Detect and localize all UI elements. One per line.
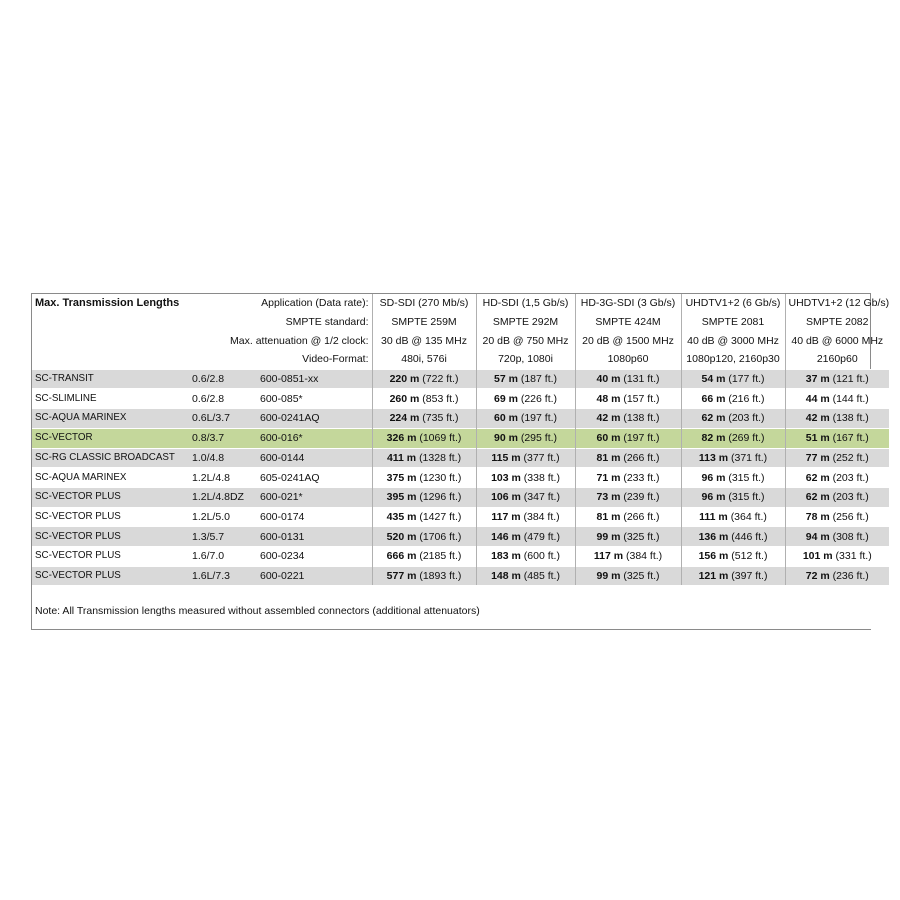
length-feet: (1328 ft.) (419, 451, 462, 464)
col-application: HD-3G-SDI (3 Gb/s) (575, 294, 681, 313)
length-meters: 62 m (701, 412, 726, 425)
length-meters: 60 m (596, 432, 621, 445)
length-cell (681, 409, 785, 429)
header-row-format (32, 350, 889, 369)
length-feet: (236 ft.) (832, 569, 869, 582)
length-meters: 57 m (493, 373, 518, 386)
table-row (32, 389, 889, 409)
cable-size: 1.6L/7.3 (189, 566, 257, 585)
col-attenuation: 20 dB @ 1500 MHz (575, 331, 681, 350)
length-cell (681, 468, 785, 488)
length-meters: 96 m (701, 471, 726, 484)
part-number: 600-0144 (257, 448, 372, 468)
length-cell (372, 409, 476, 429)
length-cell (476, 546, 575, 566)
col-format: 480i, 576i (372, 350, 476, 369)
length-meters: 113 m (698, 451, 729, 464)
part-number: 600-0241AQ (257, 409, 372, 429)
length-meters: 78 m (805, 510, 830, 523)
table-row (32, 409, 889, 429)
length-feet: (187 ft.) (520, 373, 558, 386)
length-feet: (266 ft.) (623, 510, 660, 523)
col-smpte: SMPTE 424M (575, 313, 681, 332)
cable-size: 1.6/7.0 (189, 546, 257, 566)
table-row (32, 546, 889, 566)
length-meters: 117 m (491, 510, 521, 523)
length-meters: 81 m (596, 510, 621, 523)
col-attenuation: 40 dB @ 3000 MHz (681, 331, 785, 350)
col-smpte: SMPTE 292M (476, 313, 575, 332)
length-meters: 260 m (389, 392, 420, 405)
length-meters: 101 m (802, 550, 833, 563)
length-feet: (364 ft.) (730, 510, 767, 523)
length-feet: (203 ft.) (832, 491, 869, 504)
length-meters: 395 m (386, 491, 417, 504)
length-feet: (853 ft.) (422, 392, 459, 405)
length-cell (785, 527, 889, 547)
length-feet: (331 ft.) (835, 550, 872, 563)
part-number: 600-0131 (257, 527, 372, 547)
length-feet: (252 ft.) (832, 451, 869, 464)
length-cell (372, 468, 476, 488)
length-cell (785, 389, 889, 409)
length-cell (785, 448, 889, 468)
length-feet: (266 ft.) (623, 451, 660, 464)
length-feet: (397 ft.) (731, 569, 768, 582)
length-cell (681, 566, 785, 585)
length-cell (372, 448, 476, 468)
length-feet: (216 ft.) (728, 392, 765, 405)
length-cell (372, 546, 476, 566)
table-row (32, 369, 889, 389)
length-cell (476, 566, 575, 585)
cable-size: 0.6L/3.7 (189, 409, 257, 429)
length-meters: 60 m (493, 412, 518, 425)
length-meters: 62 m (805, 491, 830, 504)
cable-size: 0.6/2.8 (189, 369, 257, 389)
cable-name: SC-VECTOR PLUS (32, 546, 189, 566)
length-meters: 96 m (701, 491, 726, 504)
length-feet: (167 ft.) (832, 432, 869, 445)
length-cell (372, 428, 476, 448)
length-meters: 148 m (491, 569, 521, 582)
length-meters: 73 m (596, 491, 621, 504)
length-meters: 54 m (701, 373, 726, 386)
length-cell (372, 527, 476, 547)
length-cell (476, 389, 575, 409)
length-feet: (203 ft.) (728, 412, 765, 425)
cable-name: SC-VECTOR PLUS (32, 527, 189, 547)
cable-size: 0.8/3.7 (189, 428, 257, 448)
col-format: 1080p120, 2160p30 (681, 350, 785, 369)
length-meters: 99 m (596, 569, 621, 582)
length-feet: (384 ft.) (625, 550, 663, 563)
length-cell (785, 468, 889, 488)
length-feet: (1296 ft.) (419, 491, 462, 504)
cable-size: 1.2L/4.8 (189, 468, 257, 488)
length-meters: 42 m (805, 412, 830, 425)
header-label-attenuation: Max. attenuation @ 1/2 clock: (230, 334, 369, 347)
length-cell (681, 448, 785, 468)
table-row (32, 566, 889, 585)
length-feet: (197 ft.) (623, 432, 660, 445)
length-cell (575, 546, 681, 566)
length-feet: (197 ft.) (520, 412, 558, 425)
length-feet: (325 ft.) (623, 530, 660, 543)
length-feet: (269 ft.) (728, 432, 765, 445)
table-note: Note: All Transmission lengths measured without assembled connectors (additional attenuators) (32, 593, 889, 629)
length-meters: 69 m (493, 392, 518, 405)
length-feet: (1427 ft.) (419, 510, 462, 523)
length-cell (681, 369, 785, 389)
length-feet: (226 ft.) (520, 392, 558, 405)
length-meters: 37 m (805, 373, 830, 386)
length-feet: (377 ft.) (523, 451, 560, 464)
length-feet: (138 ft.) (832, 412, 869, 425)
cable-name: SC-TRANSIT (32, 369, 189, 389)
length-feet: (1893 ft.) (419, 569, 462, 582)
length-cell (372, 566, 476, 585)
length-cell (785, 369, 889, 389)
table-row (32, 507, 889, 527)
part-number: 600-0851-xx (257, 369, 372, 389)
length-feet: (144 ft.) (832, 392, 869, 405)
length-meters: 94 m (805, 530, 830, 543)
length-cell (575, 527, 681, 547)
length-cell (476, 409, 575, 429)
col-smpte: SMPTE 259M (372, 313, 476, 332)
length-feet: (131 ft.) (623, 373, 660, 386)
length-meters: 183 m (491, 550, 521, 563)
cable-name: SC-VECTOR (32, 428, 189, 448)
col-attenuation: 20 dB @ 750 MHz (476, 331, 575, 350)
length-meters: 220 m (389, 373, 420, 386)
cable-name: SC-AQUA MARINEX (32, 409, 189, 429)
length-meters: 520 m (386, 530, 417, 543)
length-cell (681, 546, 785, 566)
table-row (32, 448, 889, 468)
col-format: 1080p60 (575, 350, 681, 369)
header-label-application: Application (Data rate): (261, 297, 369, 310)
part-number: 605-0241AQ (257, 468, 372, 488)
length-cell (372, 487, 476, 507)
length-cell (681, 389, 785, 409)
length-feet: (177 ft.) (728, 373, 765, 386)
length-meters: 40 m (596, 373, 621, 386)
length-meters: 121 m (698, 569, 729, 582)
length-feet: (325 ft.) (623, 569, 660, 582)
length-meters: 156 m (698, 550, 729, 563)
col-attenuation: 30 dB @ 135 MHz (372, 331, 476, 350)
length-meters: 48 m (596, 392, 621, 405)
length-meters: 375 m (386, 471, 417, 484)
length-cell (785, 428, 889, 448)
length-meters: 326 m (386, 432, 417, 445)
part-number: 600-016* (257, 428, 372, 448)
header-row-smpte (32, 313, 889, 332)
length-meters: 103 m (491, 471, 521, 484)
transmission-lengths-table (31, 293, 890, 630)
length-cell (575, 487, 681, 507)
header-label-format: Video-Format: (302, 353, 369, 366)
length-feet: (1069 ft.) (419, 432, 462, 445)
col-smpte: SMPTE 2082 (785, 313, 889, 332)
length-meters: 435 m (386, 510, 417, 523)
length-feet: (239 ft.) (623, 491, 660, 504)
length-feet: (315 ft.) (728, 491, 765, 504)
length-cell (575, 566, 681, 585)
col-application: UHDTV1+2 (6 Gb/s) (681, 294, 785, 313)
header-row-attenuation (32, 331, 889, 350)
length-feet: (233 ft.) (623, 471, 660, 484)
length-meters: 111 m (699, 510, 728, 523)
table-grid (32, 294, 889, 629)
length-feet: (600 ft.) (523, 550, 560, 563)
table-row (32, 527, 889, 547)
length-feet: (512 ft.) (731, 550, 768, 563)
length-cell (476, 448, 575, 468)
cable-name: SC-VECTOR PLUS (32, 507, 189, 527)
cable-name: SC-VECTOR PLUS (32, 487, 189, 507)
length-cell (476, 428, 575, 448)
length-meters: 71 m (596, 471, 621, 484)
part-number: 600-0221 (257, 566, 372, 585)
table-title: Max. Transmission Lengths (35, 297, 180, 310)
part-number: 600-0174 (257, 507, 372, 527)
length-meters: 72 m (805, 569, 830, 582)
length-feet: (121 ft.) (832, 373, 869, 386)
length-meters: 136 m (698, 530, 729, 543)
length-cell (575, 369, 681, 389)
length-feet: (479 ft.) (523, 530, 560, 543)
table-row (32, 487, 889, 507)
length-feet: (338 ft.) (523, 471, 560, 484)
length-feet: (735 ft.) (422, 412, 459, 425)
note-row (32, 593, 889, 629)
length-meters: 577 m (386, 569, 417, 582)
length-cell (575, 409, 681, 429)
length-cell (785, 507, 889, 527)
length-feet: (371 ft.) (730, 451, 768, 464)
length-feet: (722 ft.) (422, 373, 459, 386)
header-row-application (32, 294, 889, 313)
length-meters: 99 m (596, 530, 621, 543)
cable-name: SC-AQUA MARINEX (32, 468, 189, 488)
length-feet: (1230 ft.) (419, 471, 462, 484)
length-meters: 42 m (596, 412, 621, 425)
length-cell (785, 546, 889, 566)
length-feet: (157 ft.) (623, 392, 660, 405)
col-format: 2160p60 (785, 350, 889, 369)
length-cell (681, 527, 785, 547)
length-cell (476, 468, 575, 488)
length-cell (372, 507, 476, 527)
cable-name: SC-SLIMLINE (32, 389, 189, 409)
length-cell (785, 487, 889, 507)
length-feet: (446 ft.) (731, 530, 768, 543)
table-row (32, 468, 889, 488)
length-cell (575, 468, 681, 488)
length-meters: 115 m (491, 451, 521, 464)
col-application: UHDTV1+2 (12 Gb/s) (785, 294, 889, 313)
length-cell (372, 389, 476, 409)
length-meters: 106 m (491, 491, 521, 504)
length-cell (681, 428, 785, 448)
length-cell (575, 507, 681, 527)
col-attenuation: 40 dB @ 6000 MHz (785, 331, 889, 350)
length-feet: (347 ft.) (523, 491, 560, 504)
length-meters: 117 m (593, 550, 624, 563)
cable-size: 1.2L/4.8DZ (189, 487, 257, 507)
cable-size: 1.0/4.8 (189, 448, 257, 468)
length-cell (681, 487, 785, 507)
cable-size: 1.2L/5.0 (189, 507, 257, 527)
length-meters: 224 m (389, 412, 420, 425)
length-feet: (2185 ft.) (419, 550, 462, 563)
length-cell (476, 369, 575, 389)
length-cell (681, 507, 785, 527)
table-row (32, 428, 889, 448)
length-feet: (138 ft.) (623, 412, 660, 425)
length-feet: (308 ft.) (832, 530, 869, 543)
length-cell (785, 409, 889, 429)
col-smpte: SMPTE 2081 (681, 313, 785, 332)
spacer-row (32, 585, 889, 593)
length-cell (575, 428, 681, 448)
length-cell (476, 507, 575, 527)
length-cell (785, 566, 889, 585)
header-label-smpte: SMPTE standard: (285, 316, 369, 329)
length-meters: 51 m (805, 432, 830, 445)
col-application: SD-SDI (270 Mb/s) (372, 294, 476, 313)
length-meters: 62 m (805, 471, 830, 484)
part-number: 600-085* (257, 389, 372, 409)
part-number: 600-021* (257, 487, 372, 507)
length-meters: 77 m (805, 451, 830, 464)
col-application: HD-SDI (1,5 Gb/s) (476, 294, 575, 313)
length-feet: (256 ft.) (832, 510, 869, 523)
length-feet: (315 ft.) (728, 471, 765, 484)
col-format: 720p, 1080i (476, 350, 575, 369)
cable-name: SC-RG CLASSIC BROADCAST (32, 448, 189, 468)
length-meters: 411 m (386, 451, 417, 464)
length-feet: (485 ft.) (523, 569, 560, 582)
length-meters: 81 m (596, 451, 621, 464)
length-cell (476, 487, 575, 507)
length-meters: 90 m (493, 432, 518, 445)
length-feet: (384 ft.) (523, 510, 560, 523)
length-meters: 146 m (491, 530, 521, 543)
length-cell (575, 389, 681, 409)
length-cell (476, 527, 575, 547)
cable-name: SC-VECTOR PLUS (32, 566, 189, 585)
length-cell (575, 448, 681, 468)
table-body (32, 294, 889, 629)
length-meters: 666 m (386, 550, 417, 563)
length-meters: 66 m (701, 392, 726, 405)
length-meters: 82 m (701, 432, 726, 445)
cable-size: 1.3/5.7 (189, 527, 257, 547)
length-feet: (1706 ft.) (419, 530, 462, 543)
cable-size: 0.6/2.8 (189, 389, 257, 409)
part-number: 600-0234 (257, 546, 372, 566)
length-feet: (203 ft.) (832, 471, 869, 484)
length-meters: 44 m (805, 392, 830, 405)
length-cell (372, 369, 476, 389)
length-feet: (295 ft.) (520, 432, 558, 445)
